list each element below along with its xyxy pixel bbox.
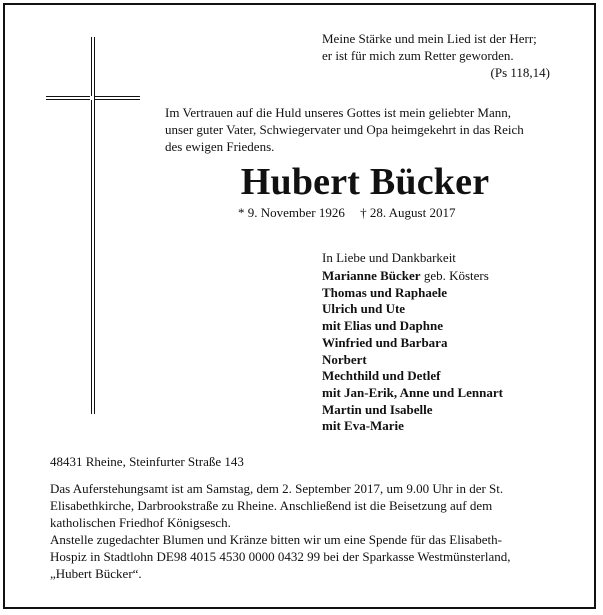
cross-icon-horizontal	[46, 96, 140, 100]
intro-text	[165, 104, 565, 155]
service-line: Das Auferstehungsamt ist am Samstag, dem 2. September 2017, um 9.00 Uhr in der St.	[50, 481, 504, 496]
death-date: † 28. August 2017	[360, 205, 456, 220]
donation-line: Anstelle zugedachter Blumen und Kränze bitten wir um eine Spende für das Elisabeth-	[50, 532, 502, 547]
list-item: Mechthild und Detlef	[322, 368, 441, 384]
list-item: mit Jan-Erik, Anne und Lennart	[322, 384, 503, 400]
list-item: mit Elias und Daphne	[322, 318, 444, 334]
list-item: mit Eva-Marie	[322, 418, 404, 434]
verse-line: Meine Stärke und mein Lied ist der Herr;	[322, 31, 537, 46]
service-line: Elisabethkirche, Darbrookstraße zu Rheine. Anschließend ist die Beisetzung auf dem	[50, 498, 493, 513]
deceased-name: Hubert Bücker	[240, 161, 490, 203]
intro-line: Im Vertrauen auf die Huld unseres Gottes ist mein geliebter Mann,	[165, 105, 511, 120]
service-info	[50, 480, 560, 582]
birth-date: * 9. November 1926	[238, 205, 345, 220]
verse-line: er ist für mich zum Retter geworden.	[322, 48, 514, 63]
family-address: 48431 Rheine, Steinfurter Straße 143	[50, 454, 244, 469]
intro-line: unser guter Vater, Schwiegervater und Opa heimgekehrt in das Reich	[165, 122, 524, 137]
donation-line: Hospiz in Stadtlohn DE98 4015 4530 0000 0432 99 bei der Sparkasse Westmünsterland,	[50, 549, 511, 564]
list-item: Winfried und Barbara	[322, 334, 448, 350]
mourners-list	[322, 268, 582, 435]
list-item: Ulrich und Ute	[322, 301, 406, 317]
intro-line: des ewigen Friedens.	[165, 139, 275, 154]
list-item: Norbert	[322, 351, 367, 367]
maiden-name: geb. Kösters	[423, 268, 489, 283]
bible-verse	[322, 30, 550, 81]
verse-reference: (Ps 118,14)	[490, 65, 550, 80]
mourner-name: Marianne Bücker	[322, 268, 421, 283]
list-item: Thomas und Raphaele	[322, 284, 447, 300]
donation-line: „Hubert Bücker“.	[50, 566, 142, 581]
cross-icon-vertical	[91, 37, 95, 414]
list-item: Martin und Isabelle	[322, 401, 433, 417]
service-line: katholischen Friedhof Königsesch.	[50, 515, 231, 530]
life-dates	[238, 205, 455, 221]
mourners-heading: In Liebe und Dankbarkeit	[322, 250, 456, 265]
list-item	[322, 268, 582, 285]
